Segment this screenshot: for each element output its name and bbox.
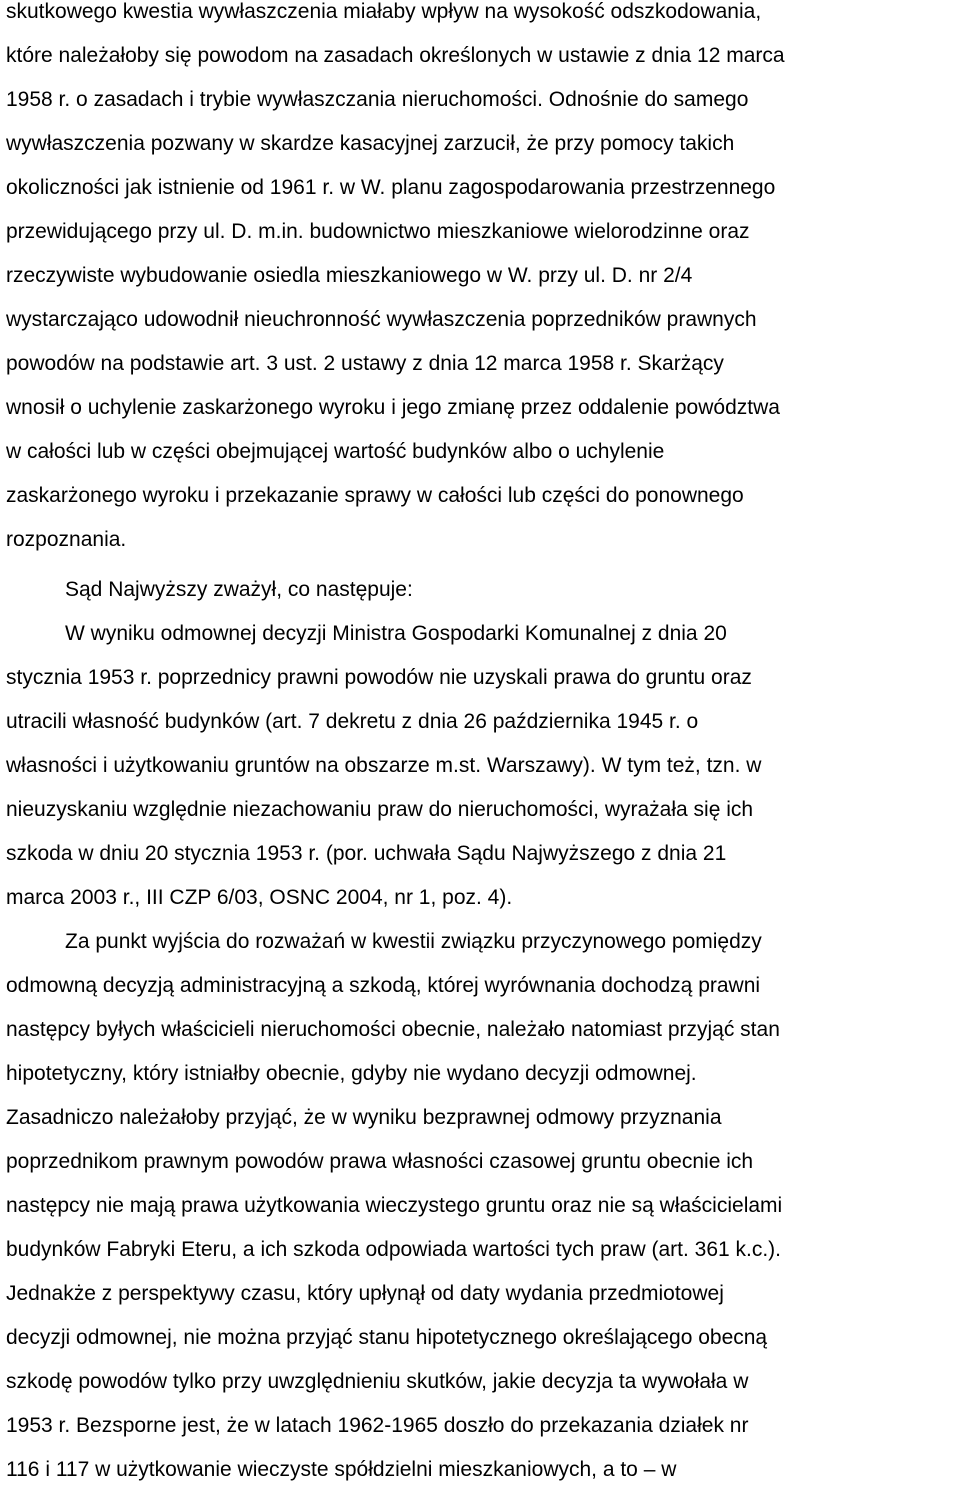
text-line: poprzednikom prawnym powodów prawa własności czasowej gruntu obecnie ich bbox=[6, 1150, 754, 1173]
text-line: 1958 r. o zasadach i trybie wywłaszczania nieruchomości. Odnośnie do samego bbox=[6, 88, 749, 111]
text-line: własności i użytkowaniu gruntów na obszarze m.st. Warszawy). W tym też, tzn. w bbox=[6, 754, 762, 777]
text-line: szkoda w dniu 20 stycznia 1953 r. (por. uchwała Sądu Najwyższego z dnia 21 bbox=[6, 842, 727, 865]
text-line: Zasadniczo należałoby przyjąć, że w wyniku bezprawnej odmowy przyznania bbox=[6, 1106, 722, 1129]
text-line: szkodę powodów tylko przy uwzględnieniu skutków, jakie decyzja ta wywołała w bbox=[6, 1370, 749, 1393]
text-line: odmowną decyzją administracyjną a szkodą, której wyrównania dochodzą prawni bbox=[6, 974, 761, 997]
text-line: 1953 r. Bezsporne jest, że w latach 1962-1965 doszło do przekazania działek nr bbox=[6, 1414, 749, 1437]
text-line: stycznia 1953 r. poprzednicy prawni powodów nie uzyskali prawa do gruntu oraz bbox=[6, 666, 752, 689]
text-line: marca 2003 r., III CZP 6/03, OSNC 2004, nr 1, poz. 4). bbox=[6, 886, 513, 909]
text-line: w całości lub w części obejmującej wartość budynków albo o uchylenie bbox=[6, 440, 665, 463]
text-line: decyzji odmownej, nie można przyjąć stanu hipotetycznego określającego obecną bbox=[6, 1326, 768, 1349]
text-line: utracili własność budynków (art. 7 dekretu z dnia 26 października 1945 r. o bbox=[6, 710, 699, 733]
text-line: następcy nie mają prawa użytkowania wieczystego gruntu oraz nie są właścicielami bbox=[6, 1194, 783, 1217]
text-line: Jednakże z perspektywy czasu, który upłynął od daty wydania przedmiotowej bbox=[6, 1282, 724, 1305]
text-line: przewidującego przy ul. D. m.in. budownictwo mieszkaniowe wielorodzinne oraz bbox=[6, 220, 750, 243]
text-line: hipotetyczny, który istniałby obecnie, gdyby nie wydano decyzji odmownej. bbox=[6, 1062, 697, 1085]
text-line: nieuzyskaniu względnie niezachowaniu praw do nieruchomości, wyrażała się ich bbox=[6, 798, 754, 821]
text-line: zaskarżonego wyroku i przekazanie sprawy w całości lub części do ponownego bbox=[6, 484, 744, 507]
text-line: powodów na podstawie art. 3 ust. 2 ustawy z dnia 12 marca 1958 r. Skarżący bbox=[6, 352, 724, 375]
text-line: okoliczności jak istnienie od 1961 r. w W. planu zagospodarowania przestrzennego bbox=[6, 176, 776, 199]
text-line: które należałoby się powodom na zasadach określonych w ustawie z dnia 12 marca bbox=[6, 44, 785, 67]
text-line: następcy byłych właścicieli nieruchomości obecnie, należało natomiast przyjąć stan bbox=[6, 1018, 780, 1041]
text-line: wywłaszczenia pozwany w skardze kasacyjnej zarzucił, że przy pomocy takich bbox=[6, 132, 735, 155]
text-line: Za punkt wyjścia do rozważań w kwestii związku przyczynowego pomiędzy bbox=[65, 930, 762, 953]
text-line: rozpoznania. bbox=[6, 528, 127, 551]
section-heading: Sąd Najwyższy zważył, co następuje: bbox=[65, 578, 413, 601]
text-line: wystarczająco udowodnił nieuchronność wywłaszczenia poprzedników prawnych bbox=[6, 308, 757, 331]
text-line: wnosił o uchylenie zaskarżonego wyroku i jego zmianę przez oddalenie powództwa bbox=[6, 396, 780, 419]
text-line: rzeczywiste wybudowanie osiedla mieszkaniowego w W. przy ul. D. nr 2/4 bbox=[6, 264, 693, 287]
text-line: 116 i 117 w użytkowanie wieczyste spółdzielni mieszkaniowych, a to – w bbox=[6, 1458, 677, 1481]
text-line: budynków Fabryki Eteru, a ich szkoda odpowiada wartości tych praw (art. 361 k.c.). bbox=[6, 1238, 782, 1261]
text-line: skutkowego kwestia wywłaszczenia miałaby wpływ na wysokość odszkodowania, bbox=[6, 0, 762, 23]
text-line: W wyniku odmownej decyzji Ministra Gospodarki Komunalnej z dnia 20 bbox=[65, 622, 727, 645]
